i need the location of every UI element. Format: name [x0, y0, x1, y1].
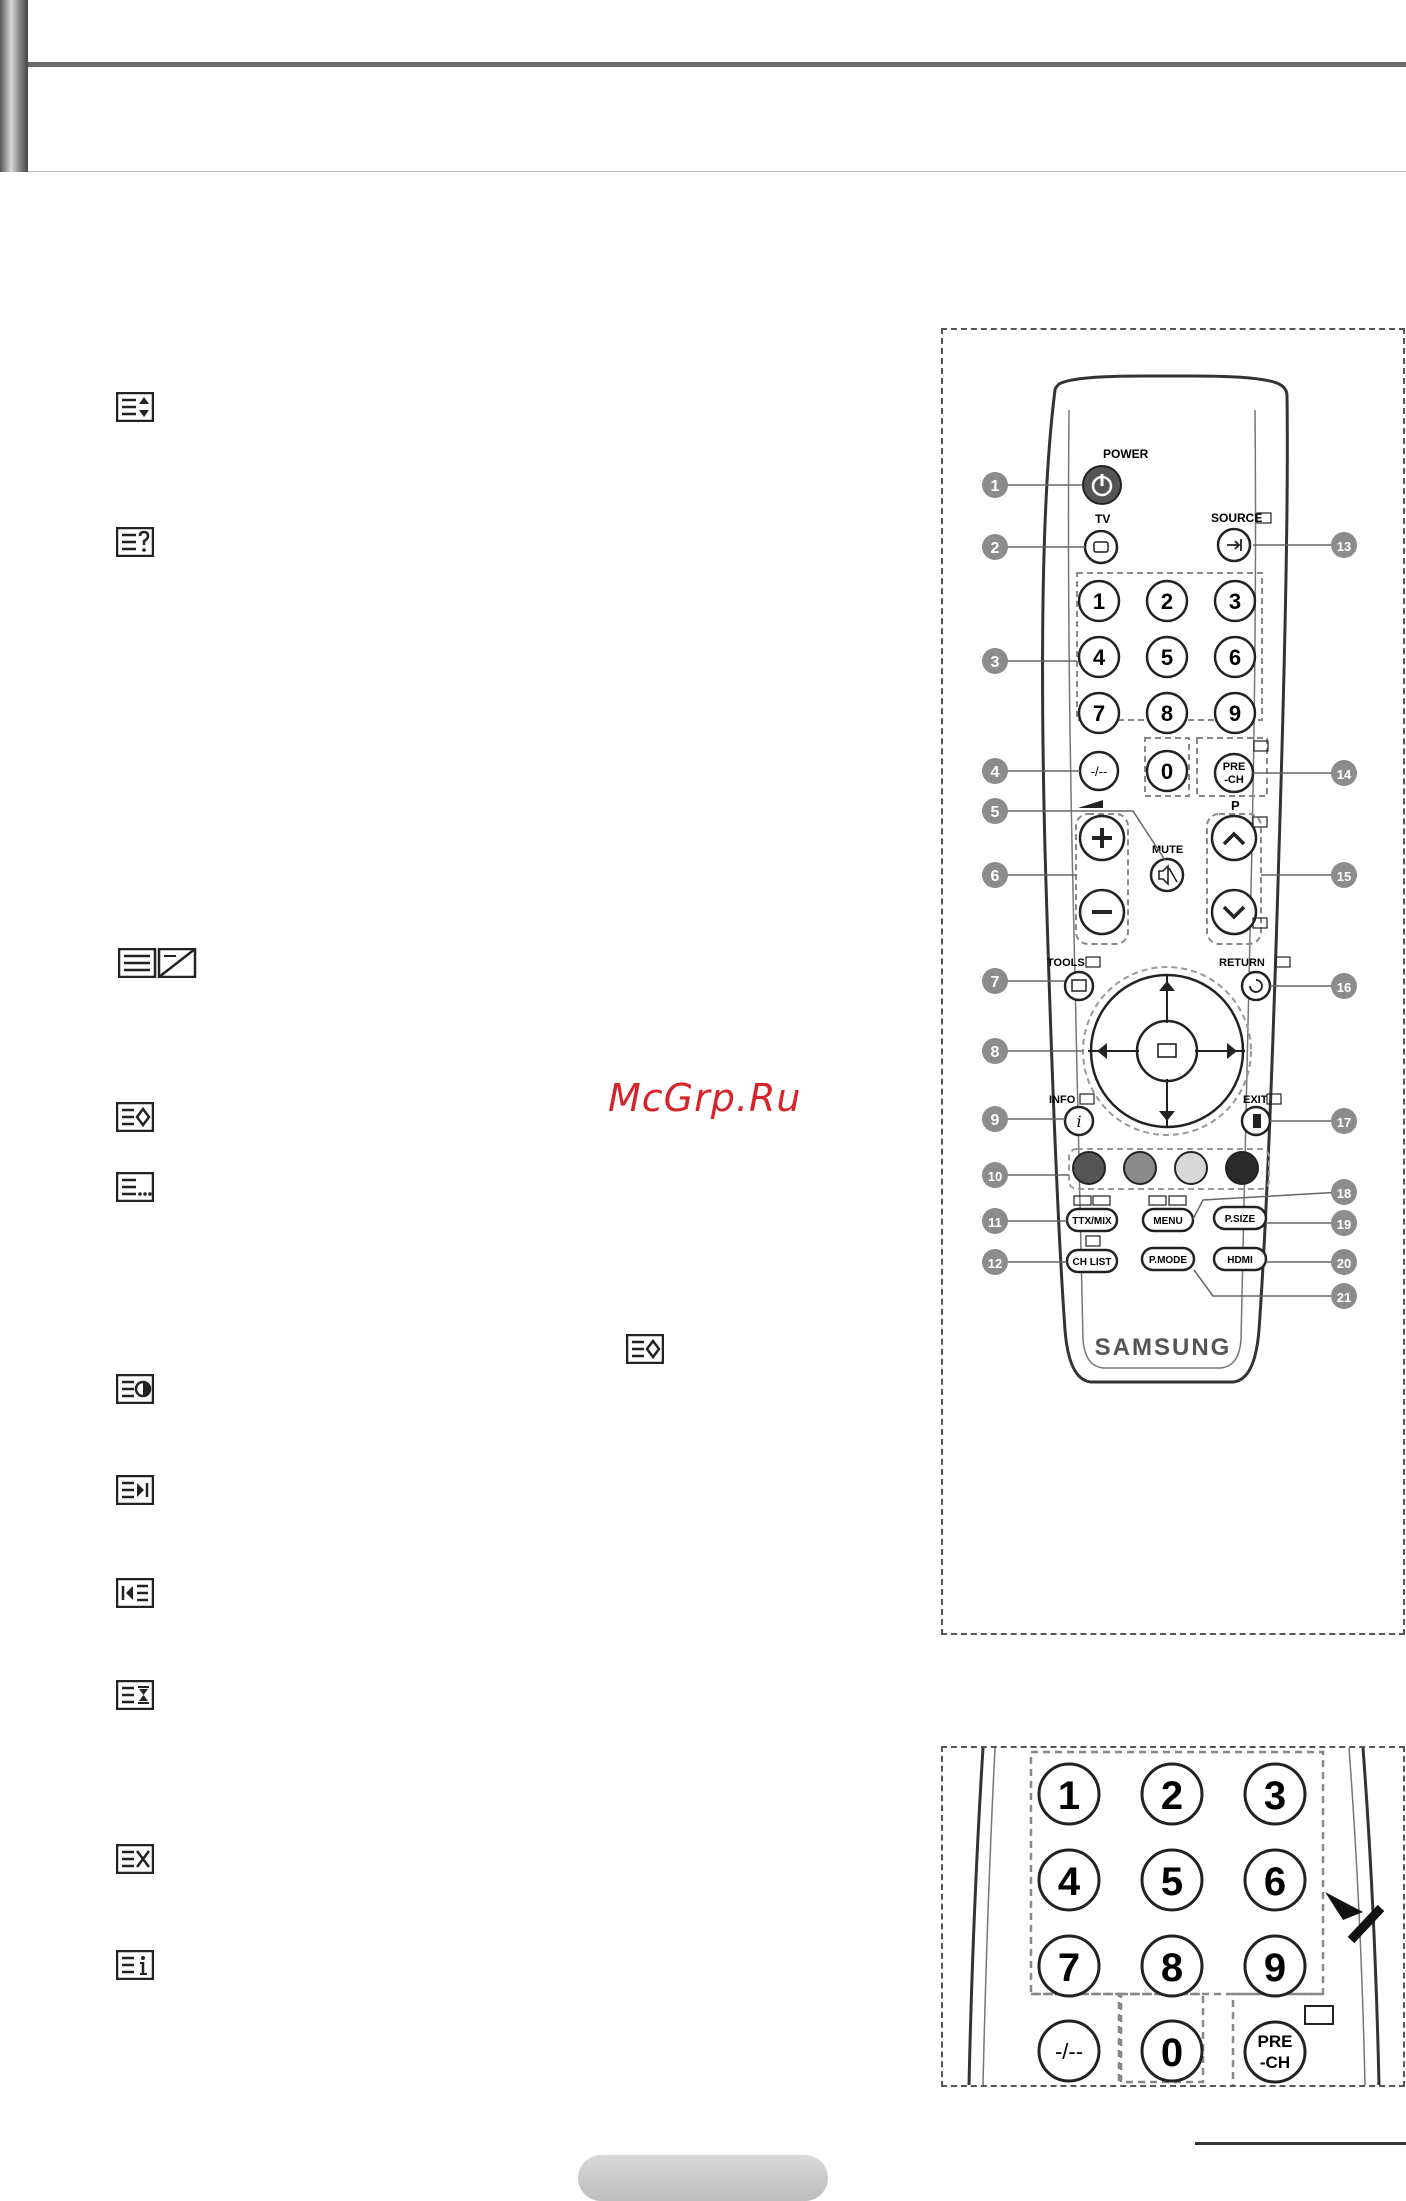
- callout-9: [982, 1106, 1008, 1132]
- teletext-display-icon: [116, 1950, 154, 1980]
- digit-5-label: 5: [1160, 645, 1174, 670]
- teletext-index-icon: [116, 1102, 154, 1132]
- green-color-key[interactable]: [1124, 1152, 1156, 1184]
- digit-0-label: 0: [1160, 759, 1174, 784]
- exit-label: EXIT: [1243, 1094, 1268, 1106]
- keypad-zoom-box: [941, 1746, 1405, 2087]
- header-side-bar: [0, 0, 28, 172]
- remote-illustration-box: [941, 328, 1405, 1635]
- svg-text:11: 11: [988, 1215, 1002, 1230]
- zoom-pre-ch-button[interactable]: [1245, 2022, 1305, 2082]
- svg-text:16: 16: [1336, 980, 1352, 995]
- ch-list-label: CH LIST: [1072, 1257, 1112, 1268]
- digit-2-label: 2: [1160, 589, 1174, 614]
- svg-text:12: 12: [987, 1256, 1003, 1271]
- pre-ch-label-2: -CH: [1224, 774, 1244, 786]
- callout-14: [1331, 760, 1357, 786]
- callout-7: [982, 968, 1008, 994]
- keypad-zoom-illustration: [943, 1748, 1403, 2085]
- remote-illustration: [943, 330, 1403, 1633]
- callout-5: [982, 798, 1008, 824]
- footer-rule: [1195, 2142, 1406, 2145]
- dash-label: -/--: [1090, 764, 1108, 779]
- zoom-digit-2-label: 2: [1160, 1774, 1184, 1818]
- callout-2: [982, 534, 1008, 560]
- mute-button[interactable]: [1151, 859, 1183, 891]
- tv-label: TV: [1095, 512, 1111, 526]
- svg-text:8: 8: [990, 1044, 1000, 1061]
- svg-text:5: 5: [990, 804, 1000, 821]
- zoom-digit-4-label: 4: [1057, 1860, 1081, 1904]
- p-label: P: [1231, 798, 1240, 813]
- callout-11: [982, 1208, 1008, 1234]
- tv-button[interactable]: [1085, 531, 1117, 563]
- callout-1: [982, 472, 1008, 498]
- channel-up-button[interactable]: [1212, 816, 1256, 860]
- tools-button[interactable]: [1065, 972, 1093, 1000]
- svg-text:1: 1: [990, 478, 1000, 495]
- teletext-page-down-icon: [116, 1578, 154, 1608]
- teletext-cancel-icon: [116, 1844, 154, 1874]
- teletext-mix-icon: [118, 948, 198, 978]
- callout-3: [982, 648, 1008, 674]
- red-color-key[interactable]: [1073, 1152, 1105, 1184]
- mute-label: MUTE: [1152, 844, 1184, 856]
- zoom-digit-0-label: 0: [1160, 2031, 1184, 2075]
- p-mode-label: P.MODE: [1148, 1255, 1188, 1266]
- callout-13: [1331, 532, 1357, 558]
- callout-17: [1331, 1108, 1357, 1134]
- info-icon: i: [1076, 1112, 1082, 1131]
- callout-20: [1331, 1249, 1357, 1275]
- teletext-hold-icon: [116, 1680, 154, 1710]
- svg-text:19: 19: [1336, 1217, 1352, 1232]
- svg-text:13: 13: [1336, 539, 1352, 554]
- digit-7-label: 7: [1092, 701, 1106, 726]
- channel-down-button[interactable]: [1212, 890, 1256, 934]
- menu-label: MENU: [1153, 1216, 1183, 1227]
- callout-21: [1331, 1283, 1357, 1309]
- teletext-subpage-icon: [116, 1172, 154, 1202]
- zoom-digit-6-label: 6: [1263, 1860, 1287, 1904]
- p-size-label: P.SIZE: [1224, 1214, 1256, 1225]
- teletext-index-icon-inline: [626, 1334, 664, 1364]
- blue-color-key[interactable]: [1226, 1152, 1258, 1184]
- digit-3-label: 3: [1228, 589, 1242, 614]
- zoom-digit-8-label: 8: [1160, 1946, 1184, 1990]
- page-number-tab: [578, 2155, 828, 2201]
- svg-text:21: 21: [1336, 1290, 1352, 1305]
- pointer-arrow-icon: [1325, 1892, 1363, 1920]
- source-label: SOURCE: [1211, 511, 1263, 525]
- teletext-size-icon: [116, 392, 154, 422]
- callout-6: [982, 862, 1008, 888]
- digit-1-label: 1: [1092, 589, 1106, 614]
- info-label: INFO: [1049, 1094, 1076, 1106]
- zoom-digit-7-label: 7: [1057, 1946, 1081, 1990]
- svg-text:14: 14: [1336, 767, 1352, 782]
- zoom-digit-5-label: 5: [1160, 1860, 1184, 1904]
- power-label: POWER: [1103, 447, 1149, 461]
- callout-15: [1331, 862, 1357, 888]
- pre-ch-label-1: PRE: [1222, 761, 1246, 773]
- zoom-pre-ch-label-1: PRE: [1257, 2032, 1293, 2051]
- digit-8-label: 8: [1160, 701, 1174, 726]
- callout-12: [982, 1249, 1008, 1275]
- digit-4-label: 4: [1092, 645, 1106, 670]
- yellow-color-key[interactable]: [1175, 1152, 1207, 1184]
- return-button[interactable]: [1242, 972, 1270, 1000]
- svg-text:3: 3: [990, 654, 1000, 671]
- header-rule-thin: [28, 171, 1406, 172]
- callout-4: [982, 758, 1008, 784]
- callout-16: [1331, 973, 1357, 999]
- callout-19: [1331, 1210, 1357, 1236]
- hdmi-label: HDMI: [1227, 1255, 1253, 1266]
- zoom-dash-label: -/--: [1054, 2039, 1084, 2064]
- zoom-digit-1-label: 1: [1057, 1774, 1081, 1818]
- tools-label: TOOLS: [1047, 957, 1085, 969]
- digit-6-label: 6: [1228, 645, 1242, 670]
- svg-text:17: 17: [1336, 1115, 1352, 1130]
- watermark-text: McGrp.Ru: [608, 1076, 802, 1120]
- enter-button[interactable]: [1137, 1021, 1197, 1081]
- zoom-digit-3-label: 3: [1263, 1774, 1287, 1818]
- ttx-mix-label: TTX/MIX: [1072, 1216, 1112, 1227]
- svg-text:7: 7: [990, 974, 1000, 991]
- svg-text:6: 6: [990, 868, 1000, 885]
- svg-text:18: 18: [1336, 1186, 1352, 1201]
- svg-text:15: 15: [1336, 869, 1352, 884]
- zoom-digit-9-label: 9: [1263, 1946, 1287, 1990]
- svg-text:4: 4: [990, 764, 1000, 781]
- svg-text:9: 9: [990, 1112, 1000, 1129]
- callout-18: [1331, 1179, 1357, 1205]
- svg-text:10: 10: [987, 1169, 1003, 1184]
- digit-9-label: 9: [1228, 701, 1242, 726]
- teletext-page-up-icon: [116, 1475, 154, 1505]
- svg-text:2: 2: [990, 540, 1000, 557]
- callout-8: [982, 1038, 1008, 1064]
- svg-text:20: 20: [1336, 1256, 1352, 1271]
- exit-icon: [1253, 1114, 1261, 1128]
- callout-10: [982, 1162, 1008, 1188]
- brand-logo: SAMSUNG: [1094, 1334, 1232, 1361]
- pre-ch-button[interactable]: [1215, 754, 1253, 792]
- teletext-store-icon: [116, 1374, 154, 1404]
- header-rule: [28, 62, 1406, 67]
- teletext-reveal-icon: [116, 527, 154, 557]
- return-label: RETURN: [1219, 957, 1265, 969]
- return-teletext-icon: [1276, 957, 1290, 967]
- zoom-pre-ch-label-2: -CH: [1259, 2053, 1291, 2072]
- zoom-pre-ch-teletext-icon: [1305, 2006, 1333, 2024]
